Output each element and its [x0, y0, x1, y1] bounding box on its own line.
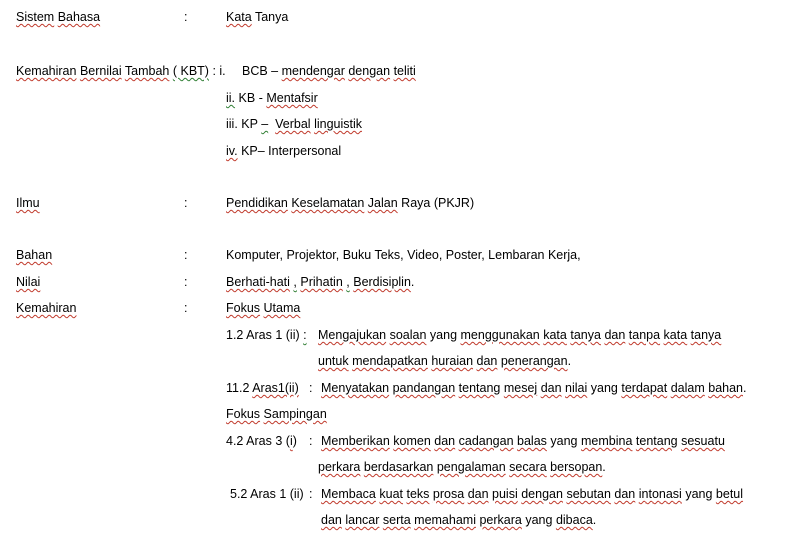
bahan-value: Komputer, Projektor, Buku Teks, Video, Poster, Lembaran Kerja,: [226, 248, 581, 262]
kbt-colon: :: [212, 64, 216, 78]
nilai-value: [226, 274, 414, 290]
item-num: iii. KP: [226, 117, 258, 131]
w: perkara: [318, 460, 361, 474]
item-word: teliti: [393, 64, 416, 78]
value-word: Raya (PKJR): [401, 196, 475, 210]
w: dan: [476, 354, 498, 368]
w: puisi: [492, 487, 518, 501]
kemahiran-label: [16, 300, 76, 316]
kbt-item-iv: [226, 143, 341, 159]
bahan-colon: :: [184, 248, 188, 262]
item-code: KB: [238, 91, 256, 105]
w: penerangan: [500, 354, 568, 368]
w: menggunakan: [460, 328, 540, 342]
w: serta: [382, 513, 411, 527]
skill-1-code: [226, 327, 307, 343]
w: mesej: [503, 381, 538, 395]
label-word: Kemahiran: [16, 64, 77, 78]
skill-4-line-1: [321, 486, 743, 502]
w: Menyatakan: [321, 381, 390, 395]
label-word: Bahasa: [57, 10, 101, 24]
skill-3-colon: :: [309, 434, 313, 448]
w: prosa: [432, 487, 465, 501]
w: .: [602, 460, 606, 474]
heading-word: Utama: [263, 301, 301, 315]
heading-word: Sampingan: [263, 407, 327, 421]
w: yang: [685, 487, 713, 501]
item-word: linguistik: [314, 117, 362, 131]
kbt-i-num: i.: [219, 64, 226, 78]
item-sep: -: [258, 91, 263, 105]
w: dengan: [521, 487, 563, 501]
w: tanya: [570, 328, 601, 342]
nilai-colon: :: [184, 275, 188, 289]
item-num: iv.: [226, 144, 238, 158]
w: dan: [467, 487, 489, 501]
label-word: ( KBT): [172, 64, 209, 78]
kbt-item-i: [242, 63, 416, 79]
w: intonasi: [638, 487, 682, 501]
skill-4-code: [230, 486, 304, 502]
w: Mengajukan: [318, 328, 387, 342]
w: dan: [434, 434, 456, 448]
w: yang: [525, 513, 553, 527]
kbt-label: [16, 63, 226, 79]
w: yang: [429, 328, 458, 342]
skill-1-line-2: [318, 353, 571, 369]
w: secara: [509, 460, 547, 474]
w: kata: [663, 328, 688, 342]
value-punct: .: [410, 275, 415, 289]
w: bersopan: [550, 460, 603, 474]
kbt-item-ii: [226, 90, 318, 106]
label-word: Ilmu: [16, 196, 40, 210]
skill-2-code: [226, 380, 299, 396]
skill-3-code: [226, 433, 297, 449]
ilmu-value: [226, 195, 474, 211]
value-word: Kata: [226, 10, 252, 24]
skill-3-line-1: [321, 433, 725, 449]
w: yang: [550, 434, 578, 448]
w: Membaca: [321, 487, 376, 501]
value-punct: ,: [346, 275, 350, 289]
w: nilai: [565, 381, 588, 395]
item-word: KP– Interpersonal: [241, 144, 342, 158]
w: pandangan: [392, 381, 456, 395]
w: tentang: [458, 381, 501, 395]
label-word: Kemahiran: [16, 301, 77, 315]
w: dan: [321, 513, 342, 527]
label-word: Tambah: [124, 64, 170, 78]
w: cadangan: [458, 434, 514, 448]
w: dibaca: [555, 513, 593, 527]
value-word: Jalan: [367, 196, 398, 210]
w: sebutan: [566, 487, 611, 501]
value-word: Keselamatan: [291, 196, 365, 210]
sistem-bahasa-colon: :: [184, 10, 188, 24]
skill-colon: :: [303, 328, 307, 342]
skill-1-line-1: [318, 327, 721, 343]
w: .: [592, 513, 597, 527]
nilai-label: [16, 274, 40, 290]
w: memahami: [414, 513, 476, 527]
label-word: Bernilai: [79, 64, 122, 78]
value-word: Berhati-hati: [226, 275, 290, 289]
bahan-label: [16, 247, 52, 263]
w: soalan: [389, 328, 427, 342]
fokus-sampingan-heading: [226, 406, 327, 422]
sistem-bahasa-label: [16, 9, 100, 25]
w: terdapat: [621, 381, 668, 395]
item-code: BCB –: [242, 64, 279, 78]
w: untuk: [318, 354, 349, 368]
w: bahan: [708, 381, 744, 395]
kbt-item-iii: [226, 116, 362, 132]
w: dan: [604, 328, 626, 342]
value-word: Prihatin: [300, 275, 343, 289]
w: berdasarkan: [363, 460, 434, 474]
w: mendapatkan: [352, 354, 428, 368]
fokus-utama-heading: [226, 300, 300, 316]
w: dan: [540, 381, 562, 395]
item-num: ii.: [226, 91, 236, 105]
heading-word: Fokus: [226, 407, 261, 421]
skill-code: ): [292, 434, 297, 448]
heading-word: Fokus: [226, 301, 261, 315]
ilmu-label: [16, 195, 40, 211]
skill-code: 1.2 Aras 1 (ii): [226, 328, 300, 342]
w: komen: [393, 434, 431, 448]
w: huraian: [431, 354, 474, 368]
w: kuat: [379, 487, 404, 501]
skill-4-line-2: [321, 512, 596, 528]
w: dan: [614, 487, 636, 501]
w: Memberikan: [321, 434, 390, 448]
skill-code: 4.2 Aras 3 (: [226, 434, 290, 448]
sistem-bahasa-value: [226, 9, 288, 25]
w: sesuatu: [681, 434, 725, 448]
w: tanya: [690, 328, 722, 342]
skill-4-colon: :: [309, 487, 313, 501]
w: pengalaman: [436, 460, 506, 474]
w: balas: [517, 434, 547, 448]
skill-code: 11.2: [226, 381, 250, 395]
w: tentang: [635, 434, 678, 448]
item-word: Verbal: [275, 117, 311, 131]
w: perkara: [479, 513, 522, 527]
skill-2-colon: :: [309, 381, 313, 395]
w: lancar: [345, 513, 380, 527]
skill-code: 5.2 Aras 1 (ii): [230, 487, 304, 501]
item-word: dengan: [348, 64, 391, 78]
label-word: Nilai: [16, 275, 41, 289]
w: dalam: [670, 381, 705, 395]
item-dash: –: [261, 117, 269, 131]
value-word: Berdisiplin: [353, 275, 411, 289]
w: betul: [715, 487, 744, 501]
value-word: Pendidikan: [226, 196, 288, 210]
skill-2-line-1: Menyatakan pandangan tentang mesej dan nilai yang terdapat dalam bahan.: [321, 381, 747, 395]
w: teks: [406, 487, 430, 501]
w: membina: [581, 434, 633, 448]
skill-code: i: [289, 434, 293, 448]
skill-3-line-2: [318, 459, 606, 475]
value-punct: ,: [293, 275, 297, 289]
w: yang: [590, 381, 618, 395]
label-word: Sistem: [16, 10, 55, 24]
kemahiran-colon: :: [184, 301, 188, 315]
w: .: [567, 354, 572, 368]
item-word: mendengar: [281, 64, 345, 78]
item-word: Mentafsir: [266, 91, 318, 105]
ilmu-colon: :: [184, 196, 188, 210]
label-word: Bahan: [16, 248, 53, 262]
w: kata: [543, 328, 567, 342]
w: tanpa: [628, 328, 661, 342]
skill-code: Aras1(ii): [252, 381, 299, 395]
value-word: Tanya: [254, 10, 289, 24]
